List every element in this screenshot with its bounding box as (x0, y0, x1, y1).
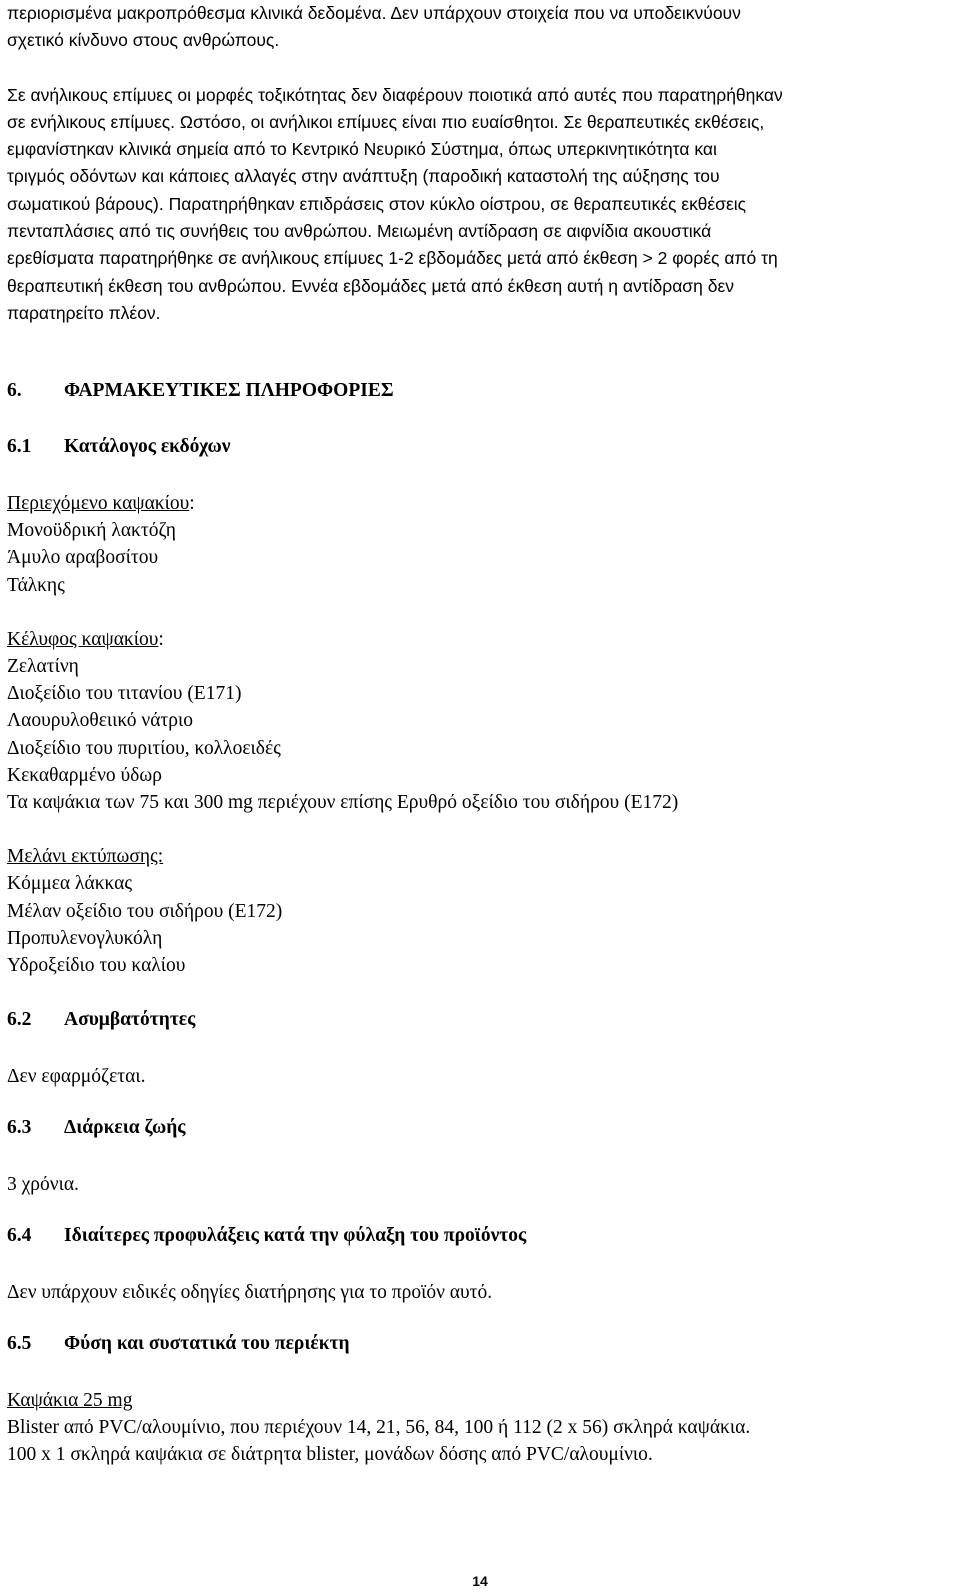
capsule-content-heading: Περιεχόμενο καψακίου: (7, 493, 195, 514)
section-number: 6.2 (7, 1009, 32, 1030)
excipient-item: Κόμμεα λάκκας (7, 873, 133, 895)
section-number: 6.3 (7, 1117, 32, 1138)
para1-line2: σχετικό κίνδυνο στους ανθρώπους. (7, 30, 280, 51)
section-6-1-heading (7, 436, 231, 458)
section-number: 6. (7, 380, 22, 401)
pack-label: Καψάκια 25 mg (7, 1390, 133, 1411)
excipient-item: Προπυλενογλυκόλη (7, 927, 163, 949)
section-title: Διάρκεια ζωής (64, 1117, 186, 1138)
excipient-item: Μονοϋδρική λακτόζη (7, 520, 176, 542)
para2-line: παρατηρείτο πλέον. (7, 302, 161, 323)
section-title: Κατάλογος εκδόχων (64, 436, 231, 457)
excipient-item: Διοξείδιο του τιτανίου (Ε171) (7, 683, 242, 705)
intro-text (7, 0, 783, 327)
section-6-5-heading (7, 1333, 350, 1355)
section-6-heading (7, 380, 394, 402)
pack-line: 100 x 1 σκληρά καψάκια σε διάτρητα blister, μονάδων δόσης από PVC/αλουμίνιο. (7, 1444, 653, 1466)
section-6-2-heading (7, 1009, 195, 1031)
section-title: Ιδιαίτερες προφυλάξεις κατά την φύλαξη του προϊόντος (64, 1225, 527, 1246)
section-6-3-heading (7, 1117, 186, 1139)
excipient-item: Τάλκης (7, 574, 65, 596)
section-number: 6.5 (7, 1333, 32, 1354)
para2-line: εμφανίστηκαν κλινικά σημεία από το Κεντρικό Νευρικό Σύστημα, όπως υπερκινητικότητα και (7, 139, 717, 160)
excipient-item: Τα καψάκια των 75 και 300 mg περιέχουν επίσης Ερυθρό οξείδιο του σιδήρου (Ε172) (7, 792, 679, 814)
para2-line: πενταπλάσιες από τις συνήθεις του ανθρώπου. Μειωμένη αντίδραση σε αιφνίδια ακουστικά (7, 221, 712, 242)
excipient-item: Λαουρυλοθειικό νάτριο (7, 710, 193, 732)
section-number: 6.1 (7, 436, 32, 457)
section-title: ΦΑΡΜΑΚΕΥΤΙΚΕΣ ΠΛΗΡΟΦΟΡΙΕΣ (64, 380, 394, 401)
pack-line: Blister από PVC/αλουμίνιο, που περιέχουν 14, 21, 56, 84, 100 ή 112 (2 x 56) σκληρά καψάκια. (7, 1417, 751, 1439)
section-6-5-body (7, 1387, 750, 1469)
para2-line: σε ενήλικους επίμυες. Ωστόσο, οι ανήλικοι επίμυες είναι πιο ευαίσθητοι. Σε θεραπευτικές εκθέσεις, (7, 111, 765, 132)
page-number: 14 (472, 1573, 488, 1589)
excipient-item: Άμυλο αραβοσίτου (7, 547, 159, 569)
section-6-4-heading (7, 1225, 526, 1247)
excipient-item: Διοξείδιο του πυριτίου, κολλοειδές (7, 737, 281, 759)
para1-line1: περιορισμένα μακροπρόθεσμα κλινικά δεδομένα. Δεν υπάρχουν στοιχεία που να υποδεικνύουν (7, 3, 741, 23)
para2-line: Σε ανήλικους επίμυες οι μορφές τοξικότητας δεν διαφέρουν ποιοτικά από αυτές που παρατηρήθηκαν (7, 84, 783, 105)
excipient-item: Ζελατίνη (7, 656, 79, 678)
excipient-item: Κεκαθαρμένο ύδωρ (7, 764, 162, 786)
section-6-3-text: 3 χρόνια. (7, 1174, 79, 1195)
excipients-list (7, 490, 678, 979)
section-title: Φύση και συστατικά του περιέκτη (64, 1333, 350, 1354)
section-6-4-text: Δεν υπάρχουν ειδικές οδηγίες διατήρησης για το προϊόν αυτό. (7, 1282, 493, 1303)
excipient-item: Υδροξείδιο του καλίου (7, 955, 186, 977)
shell-heading: Κέλυφος καψακίου: (7, 628, 164, 650)
para2-line: τριγμός οδόντων και κάποιες αλλαγές στην ανάπτυξη (παροδική καταστολή της αύξησης του (7, 166, 720, 187)
para2-line: σωματικού βάρους). Παρατηρήθηκαν επιδράσεις στον κύκλο οίστρου, σε θεραπευτικές εκθέσεις (7, 193, 747, 214)
section-title: Ασυμβατότητες (64, 1009, 196, 1030)
excipient-item: Μέλαν οξείδιο του σιδήρου (Ε172) (7, 900, 283, 922)
section-number: 6.4 (7, 1225, 32, 1246)
section-6-2-text: Δεν εφαρμόζεται. (7, 1066, 146, 1087)
para2-line: θεραπευτική έκθεση του ανθρώπου. Εννέα εβδομάδες μετά από έκθεση αυτή η αντίδραση δεν (7, 275, 734, 296)
ink-heading: Μελάνι εκτύπωσης: (7, 846, 164, 868)
para2-line: ερεθίσματα παρατηρήθηκε σε ανήλικους επίμυες 1-2 εβδομάδες μετά από έκθεση > 2 φορές από τη (7, 248, 778, 269)
